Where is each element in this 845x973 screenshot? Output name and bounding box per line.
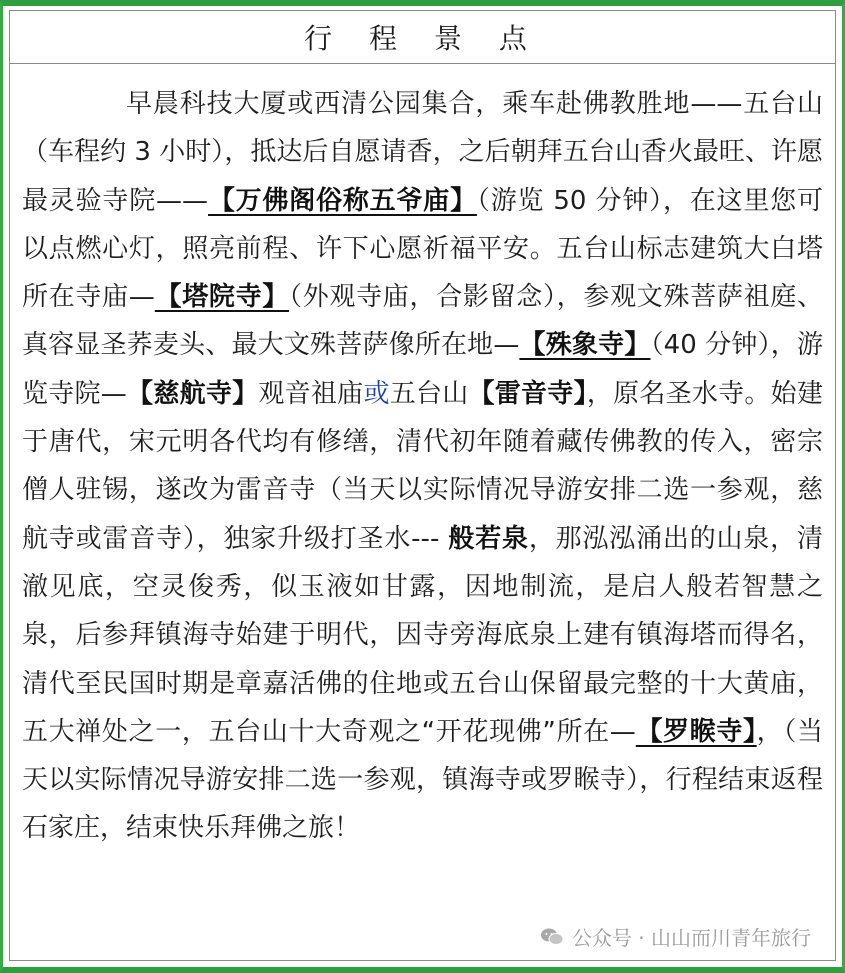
text-segment: （游览 50 分钟），在这里您可以点燃心灯，照亮前程、许下心愿祈福平安。五台山标志建筑大白塔所在寺庙— bbox=[22, 185, 823, 313]
temple-tayuan: 【塔院寺】 bbox=[154, 282, 289, 313]
watermark-text: 公众号 · 山山而川青年旅行 bbox=[571, 926, 811, 950]
itinerary-table bbox=[9, 10, 836, 961]
page-title: 行 程 景 点 bbox=[304, 22, 541, 55]
temple-cihang: 【慈航寺】 bbox=[126, 378, 259, 409]
itinerary-paragraph bbox=[10, 64, 835, 853]
table-header bbox=[10, 11, 835, 64]
text-segment: ，那泓泓涌出的山泉，清澈见底，空灵俊秀，似玉液如甘露，因地制流，是启人般若智慧之泉，后参拜镇海寺始建于明代，因寺旁海底泉上建有镇海塔而得名，清代至民国时期是章嘉活佛的住地或五台山保留最完整的十大黄庙，五大禅处之一，五台山十大奇观之“开花现佛”所在— bbox=[22, 523, 823, 747]
text-segment: 早晨科技大厦或西清公园集合，乘车赴佛教胜地——五台山（车程约 3 小时），抵达后自愿请香，之后朝拜五台山香火最旺、许愿最灵验寺院—— bbox=[22, 89, 823, 216]
spring-bore: 般若泉 bbox=[448, 523, 529, 554]
temple-wanfo-pavilion: 【万佛阁俗称五爷庙】 bbox=[208, 185, 477, 216]
text-segment: 观音祖庙 bbox=[258, 378, 364, 409]
text-segment: 五台山 bbox=[389, 378, 469, 409]
temple-leiyin: 【雷音寺】 bbox=[468, 378, 587, 409]
text-segment: ，（当天以实际情况导游安排二选一参观，镇海寺或罗睺寺），行程结束返程石家庄，结束快乐拜佛之旅！ bbox=[22, 716, 823, 844]
text-segment: （40 分钟），游览寺院— bbox=[22, 330, 823, 409]
highlight-or: 或 bbox=[363, 378, 390, 409]
text-segment: ，原名圣水寺。始建于唐代，宋元明各代均有修缮，清代初年随着藏传佛教的传入，密宗僧人驻锡，遂改为雷音寺（当天以实际情况导游安排二选一参观，慈航寺或雷音寺），独家升级打圣水--- bbox=[22, 378, 823, 554]
watermark bbox=[536, 920, 815, 953]
wechat-icon bbox=[540, 927, 564, 947]
text-segment: （外观寺庙，合影留念），参观文殊菩萨祖庭、真容显圣荞麦头、最大文殊菩萨像所在地— bbox=[22, 282, 823, 361]
temple-shuxiang: 【殊象寺】 bbox=[519, 330, 651, 361]
temple-luohou: 【罗睺寺】 bbox=[635, 716, 757, 747]
